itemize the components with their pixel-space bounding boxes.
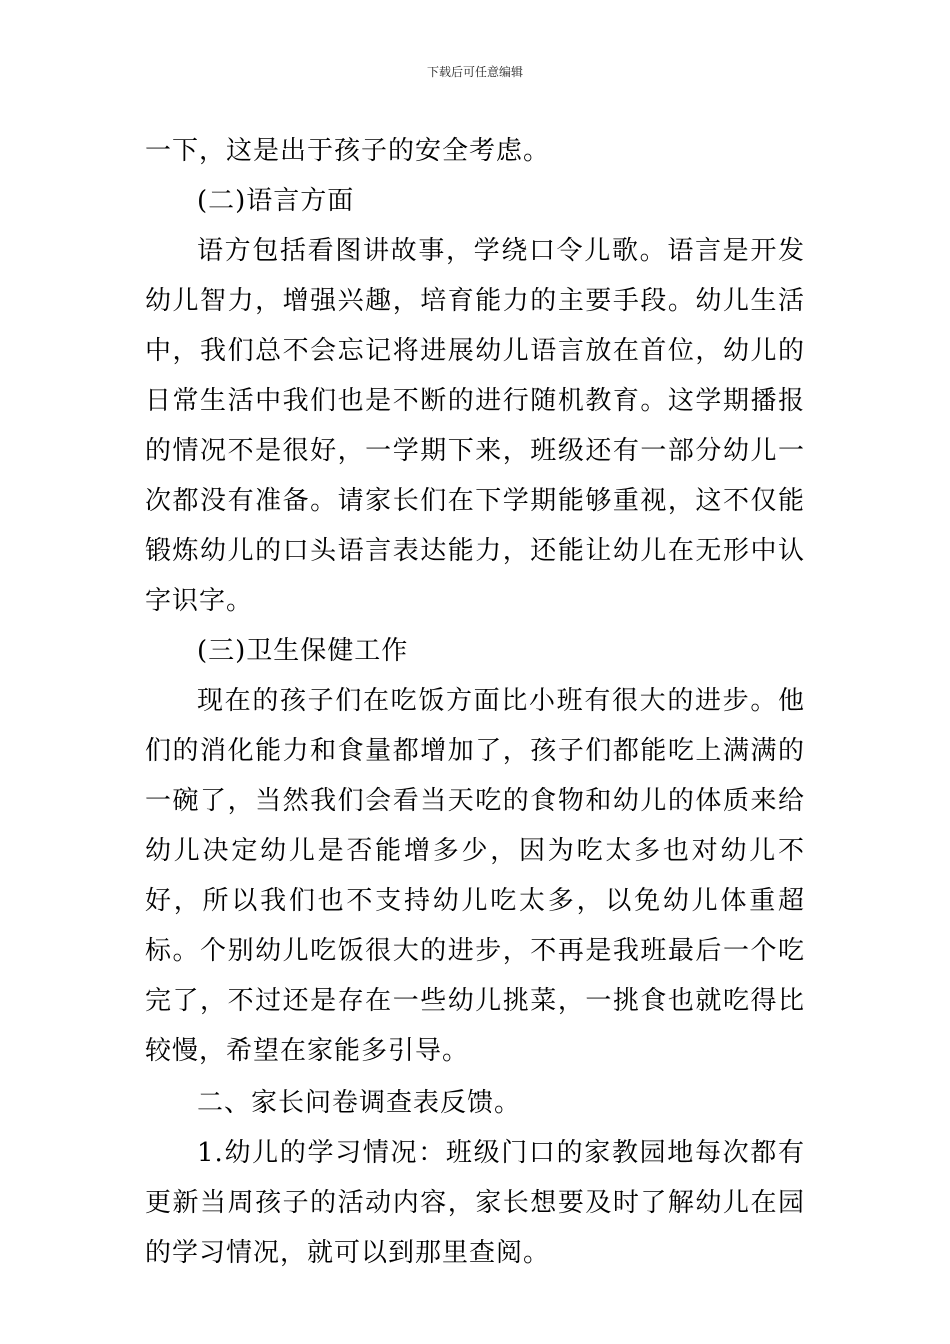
paragraph-survey-item-1: 1.幼儿的学习情况：班级门口的家教园地每次都有更新当周孩子的活动内容，家长想要及时了解幼儿在园的学习情况，就可以到那里查阅。 xyxy=(145,1138,805,1268)
section-heading-survey: 二、家长问卷调查表反馈。 xyxy=(197,1088,522,1118)
paragraph-safety-continuation: 一下，这是出于孩子的安全考虑。 xyxy=(145,136,551,166)
section-heading-health: (三)卫生保健工作 xyxy=(197,636,409,666)
page-header: 下载后可任意编辑 xyxy=(426,65,523,79)
paragraph-health: 现在的孩子们在吃饭方面比小班有很大的进步。他们的消化能力和食量都增加了，孩子们都能吃上满满的一碗了，当然我们会看当天吃的食物和幼儿的体质来给幼儿决定幼儿是否能增多少，因为吃太多也对幼儿不好，所以我们也不支持幼儿吃太多，以免幼儿体重超标。个别幼儿吃饭很大的进步，不再是我班最后一个吃完了，不过还是存在一些幼儿挑菜，一挑食也就吃得比较慢，希望在家能多引导。 xyxy=(145,686,805,1066)
paragraph-language: 语方包括看图讲故事，学绕口令儿歌。语言是开发幼儿智力，增强兴趣，培育能力的主要手段。幼儿生活中，我们总不会忘记将进展幼儿语言放在首位，幼儿的日常生活中我们也是不断的进行随机教育。这学期播报的情况不是很好，一学期下来，班级还有一部分幼儿一次都没有准备。请家长们在下学期能够重视，这不仅能锻炼幼儿的口头语言表达能力，还能让幼儿在无形中认字识字。 xyxy=(145,236,805,616)
document-body xyxy=(145,126,805,1278)
section-heading-language: (二)语言方面 xyxy=(197,186,355,216)
